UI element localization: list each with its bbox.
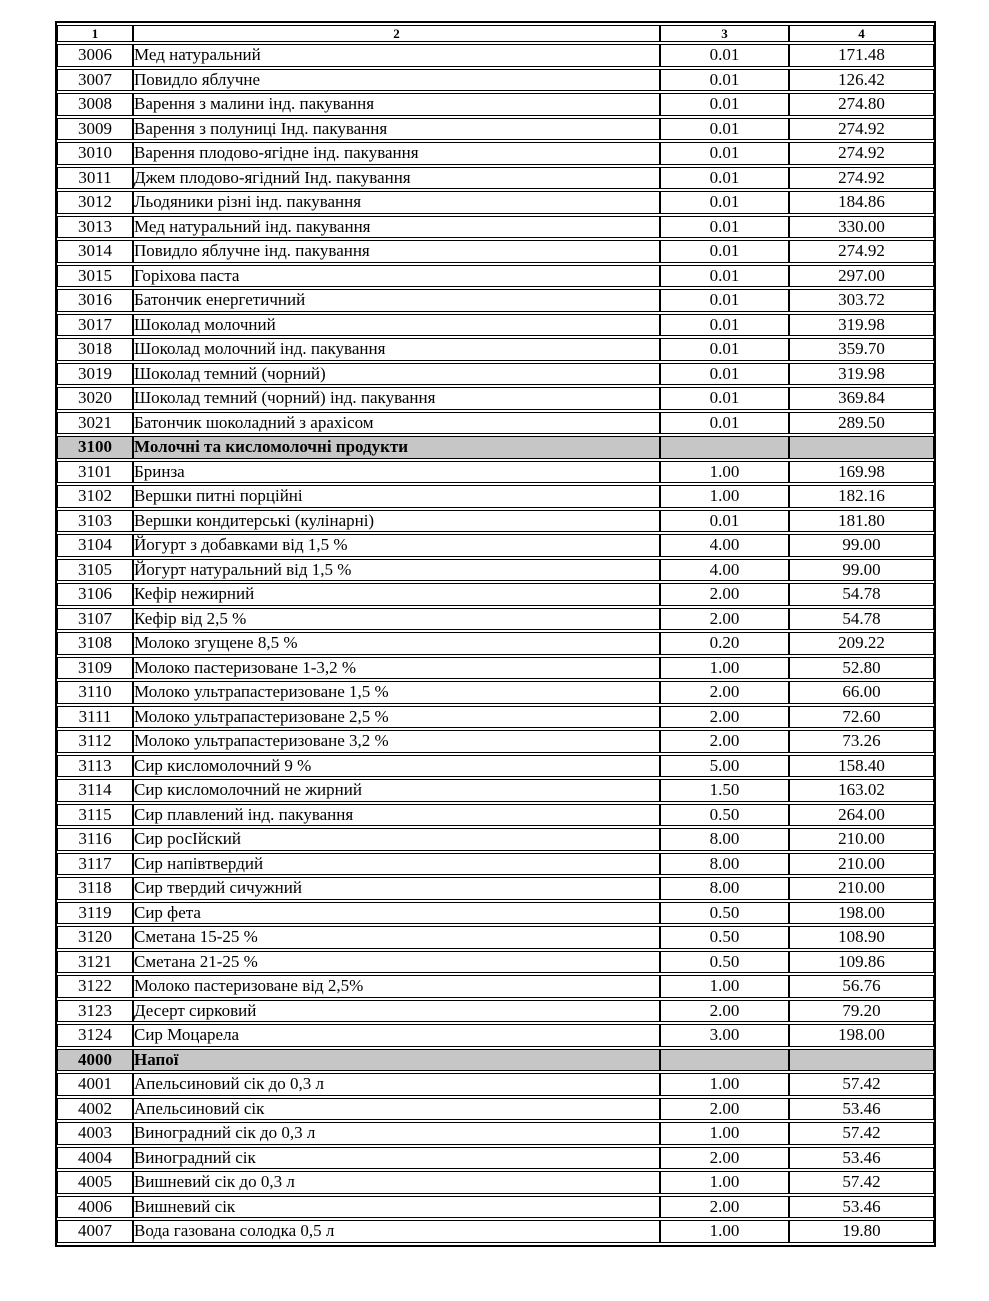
table-row [57,1147,934,1170]
cell-code: 3014 [57,240,133,263]
table-row [57,314,934,337]
column-header-qty: 3 [660,25,789,42]
cell-price: 72.60 [789,706,934,729]
cell-name: Шоколад молочний [133,314,660,337]
cell-price: 56.76 [789,975,934,998]
table-row [57,240,934,263]
cell-code: 3103 [57,510,133,533]
cell-name: Шоколад молочний інд. пакування [133,338,660,361]
cell-name: Апельсиновий сік до 0,3 л [133,1073,660,1096]
cell-qty: 0.01 [660,363,789,386]
price-table [55,21,936,1247]
cell-price: 66.00 [789,681,934,704]
cell-qty: 0.01 [660,191,789,214]
column-header-name: 2 [133,25,660,42]
cell-price: 289.50 [789,412,934,435]
table-row [57,363,934,386]
table-row [57,44,934,67]
table-row [57,681,934,704]
cell-code: 3105 [57,559,133,582]
cell-qty: 0.01 [660,69,789,92]
table-row [57,902,934,925]
cell-name: Вишневий сік [133,1196,660,1219]
cell-code: 3109 [57,657,133,680]
cell-code: 4006 [57,1196,133,1219]
cell-name: Варення з полуниці Інд. пакування [133,118,660,141]
cell-name: Горіхова паста [133,265,660,288]
cell-price: 274.92 [789,118,934,141]
cell-code: 4004 [57,1147,133,1170]
table-row [57,951,934,974]
cell-qty: 0.01 [660,216,789,239]
cell-qty: 0.01 [660,289,789,312]
cell-code: 3111 [57,706,133,729]
cell-price: 169.98 [789,461,934,484]
cell-qty: 0.01 [660,314,789,337]
cell-name: Сметана 15-25 % [133,926,660,949]
cell-code: 3108 [57,632,133,655]
cell-price: 79.20 [789,1000,934,1023]
cell-price: 303.72 [789,289,934,312]
cell-qty: 0.01 [660,338,789,361]
table-row [57,632,934,655]
cell-qty: 0.20 [660,632,789,655]
cell-qty: 0.01 [660,93,789,116]
cell-price [789,436,934,459]
cell-name: Варення плодово-ягідне інд. пакування [133,142,660,165]
cell-code: 3006 [57,44,133,67]
cell-name: Сир кисломолочний 9 % [133,755,660,778]
cell-code: 3106 [57,583,133,606]
table-row [57,877,934,900]
cell-qty: 2.00 [660,1098,789,1121]
cell-code: 3121 [57,951,133,974]
cell-code: 3101 [57,461,133,484]
cell-code: 3018 [57,338,133,361]
cell-name: Мед натуральний інд. пакування [133,216,660,239]
cell-code: 3011 [57,167,133,190]
cell-price: 210.00 [789,828,934,851]
cell-price: 171.48 [789,44,934,67]
table-row [57,853,934,876]
cell-price: 274.80 [789,93,934,116]
table-row [57,216,934,239]
cell-name: Молоко ультрапастеризоване 2,5 % [133,706,660,729]
cell-name: Повидло яблучне інд. пакування [133,240,660,263]
table-row [57,657,934,680]
cell-price: 163.02 [789,779,934,802]
cell-qty: 0.01 [660,265,789,288]
cell-name: Вершки кондитерські (кулінарні) [133,510,660,533]
cell-name: Батончик шоколадний з арахісом [133,412,660,435]
cell-code: 3122 [57,975,133,998]
cell-code: 3102 [57,485,133,508]
table-row [57,69,934,92]
cell-qty: 2.00 [660,583,789,606]
cell-name: Виноградний сік [133,1147,660,1170]
cell-code: 4003 [57,1122,133,1145]
cell-code: 4007 [57,1220,133,1243]
cell-qty: 2.00 [660,730,789,753]
cell-code: 3010 [57,142,133,165]
cell-qty: 1.00 [660,1073,789,1096]
table-row [57,510,934,533]
cell-qty: 1.00 [660,1122,789,1145]
cell-code: 4000 [57,1049,133,1072]
cell-name: Йогурт з добавками від 1,5 % [133,534,660,557]
cell-qty [660,436,789,459]
cell-price: 198.00 [789,1024,934,1047]
cell-name: Йогурт натуральний від 1,5 % [133,559,660,582]
table-header [57,25,934,42]
cell-qty: 2.00 [660,1000,789,1023]
cell-qty: 4.00 [660,559,789,582]
cell-price: 319.98 [789,363,934,386]
cell-code: 3020 [57,387,133,410]
cell-price: 274.92 [789,167,934,190]
cell-price: 54.78 [789,583,934,606]
cell-code: 3007 [57,69,133,92]
cell-qty: 3.00 [660,1024,789,1047]
cell-name: Десерт сирковий [133,1000,660,1023]
cell-qty: 1.00 [660,485,789,508]
table-row [57,559,934,582]
table-body [57,44,934,1243]
table-row [57,338,934,361]
table-row [57,1024,934,1047]
cell-name: Апельсиновий сік [133,1098,660,1121]
table-row [57,1073,934,1096]
cell-price: 264.00 [789,804,934,827]
table-row [57,706,934,729]
cell-qty [660,1049,789,1072]
cell-price: 126.42 [789,69,934,92]
cell-code: 3100 [57,436,133,459]
cell-name: Шоколад темний (чорний) інд. пакування [133,387,660,410]
table-row [57,534,934,557]
cell-name: Сир твердий сичужний [133,877,660,900]
cell-price: 19.80 [789,1220,934,1243]
cell-qty: 0.50 [660,804,789,827]
cell-price: 319.98 [789,314,934,337]
cell-price: 297.00 [789,265,934,288]
cell-price: 274.92 [789,142,934,165]
cell-price: 209.22 [789,632,934,655]
cell-price: 369.84 [789,387,934,410]
cell-price: 210.00 [789,877,934,900]
table-row [57,779,934,802]
cell-qty: 2.00 [660,681,789,704]
cell-name: Сир фета [133,902,660,925]
cell-qty: 0.01 [660,510,789,533]
table-row [57,608,934,631]
table-row [57,191,934,214]
table-row [57,1122,934,1145]
cell-price: 54.78 [789,608,934,631]
cell-code: 3112 [57,730,133,753]
cell-qty: 5.00 [660,755,789,778]
cell-name: Сметана 21-25 % [133,951,660,974]
cell-name: Джем плодово-ягідний Інд. пакування [133,167,660,190]
table-row [57,485,934,508]
table-row [57,142,934,165]
cell-qty: 1.50 [660,779,789,802]
cell-name: Батончик енергетичний [133,289,660,312]
cell-price: 198.00 [789,902,934,925]
cell-code: 4001 [57,1073,133,1096]
table-row [57,1171,934,1194]
header-row [57,25,934,42]
table-row [57,387,934,410]
cell-price: 210.00 [789,853,934,876]
cell-qty: 0.01 [660,142,789,165]
cell-code: 3016 [57,289,133,312]
cell-qty: 2.00 [660,608,789,631]
cell-code: 3115 [57,804,133,827]
cell-price: 158.40 [789,755,934,778]
table-row [57,93,934,116]
cell-price: 53.46 [789,1196,934,1219]
cell-name: Виноградний сік до 0,3 л [133,1122,660,1145]
cell-name: Молоко пастеризоване 1-3,2 % [133,657,660,680]
table-row [57,828,934,851]
cell-name: Варення з малини інд. пакування [133,93,660,116]
cell-code: 3017 [57,314,133,337]
cell-code: 4005 [57,1171,133,1194]
cell-code: 4002 [57,1098,133,1121]
cell-code: 3117 [57,853,133,876]
table-row [57,730,934,753]
cell-name: Мед натуральний [133,44,660,67]
cell-price: 184.86 [789,191,934,214]
cell-code: 3114 [57,779,133,802]
cell-price: 52.80 [789,657,934,680]
cell-code: 3019 [57,363,133,386]
table-row [57,167,934,190]
table-row [57,926,934,949]
cell-code: 3118 [57,877,133,900]
cell-qty: 0.50 [660,951,789,974]
cell-price: 53.46 [789,1147,934,1170]
column-header-price: 4 [789,25,934,42]
cell-qty: 8.00 [660,853,789,876]
cell-code: 3008 [57,93,133,116]
cell-price: 359.70 [789,338,934,361]
table-row [57,755,934,778]
table-row [57,118,934,141]
cell-qty: 0.01 [660,412,789,435]
cell-price: 73.26 [789,730,934,753]
cell-name: Вода газована солодка 0,5 л [133,1220,660,1243]
cell-code: 3124 [57,1024,133,1047]
table-row [57,975,934,998]
cell-price [789,1049,934,1072]
cell-qty: 0.01 [660,118,789,141]
cell-price: 108.90 [789,926,934,949]
cell-price: 57.42 [789,1122,934,1145]
cell-name: Молоко пастеризоване від 2,5% [133,975,660,998]
cell-price: 274.92 [789,240,934,263]
cell-price: 57.42 [789,1171,934,1194]
cell-qty: 8.00 [660,828,789,851]
cell-name: Кефір нежирний [133,583,660,606]
table-row [57,804,934,827]
table-row [57,1196,934,1219]
cell-code: 3013 [57,216,133,239]
cell-name: Сир росІйский [133,828,660,851]
cell-name: Сир плавлений інд. пакування [133,804,660,827]
cell-qty: 0.01 [660,167,789,190]
table-row [57,461,934,484]
cell-qty: 8.00 [660,877,789,900]
cell-price: 109.86 [789,951,934,974]
cell-qty: 4.00 [660,534,789,557]
section-row [57,436,934,459]
cell-name: Сир Моцарела [133,1024,660,1047]
cell-name: Сир напівтвердий [133,853,660,876]
table-row [57,265,934,288]
cell-price: 330.00 [789,216,934,239]
table-row [57,1000,934,1023]
cell-code: 3015 [57,265,133,288]
cell-qty: 0.01 [660,44,789,67]
cell-name: Бринза [133,461,660,484]
cell-qty: 0.50 [660,926,789,949]
cell-code: 3104 [57,534,133,557]
cell-code: 3107 [57,608,133,631]
cell-code: 3113 [57,755,133,778]
cell-code: 3123 [57,1000,133,1023]
section-row [57,1049,934,1072]
cell-name: Молоко ультрапастеризоване 1,5 % [133,681,660,704]
cell-code: 3009 [57,118,133,141]
cell-code: 3110 [57,681,133,704]
cell-name: Льодяники різні інд. пакування [133,191,660,214]
cell-price: 99.00 [789,534,934,557]
cell-name: Напої [133,1049,660,1072]
cell-qty: 0.01 [660,387,789,410]
table-row [57,289,934,312]
cell-qty: 1.00 [660,1220,789,1243]
cell-qty: 0.50 [660,902,789,925]
cell-name: Вишневий сік до 0,3 л [133,1171,660,1194]
cell-qty: 1.00 [660,1171,789,1194]
cell-code: 3012 [57,191,133,214]
table-row [57,1220,934,1243]
cell-qty: 0.01 [660,240,789,263]
cell-qty: 1.00 [660,461,789,484]
column-header-code: 1 [57,25,133,42]
table-row [57,1098,934,1121]
cell-code: 3116 [57,828,133,851]
cell-price: 57.42 [789,1073,934,1096]
cell-name: Повидло яблучне [133,69,660,92]
cell-price: 182.16 [789,485,934,508]
cell-qty: 1.00 [660,975,789,998]
cell-price: 181.80 [789,510,934,533]
table-row [57,412,934,435]
cell-code: 3120 [57,926,133,949]
cell-name: Шоколад темний (чорний) [133,363,660,386]
cell-price: 99.00 [789,559,934,582]
cell-name: Сир кисломолочний не жирний [133,779,660,802]
cell-name: Молоко ультрапастеризоване 3,2 % [133,730,660,753]
cell-qty: 2.00 [660,1147,789,1170]
cell-code: 3119 [57,902,133,925]
cell-name: Молоко згущене 8,5 % [133,632,660,655]
cell-qty: 1.00 [660,657,789,680]
cell-price: 53.46 [789,1098,934,1121]
cell-qty: 2.00 [660,706,789,729]
table-row [57,583,934,606]
cell-name: Вершки питні порційні [133,485,660,508]
cell-name: Кефір від 2,5 % [133,608,660,631]
cell-code: 3021 [57,412,133,435]
cell-name: Молочні та кисломолочні продукти [133,436,660,459]
cell-qty: 2.00 [660,1196,789,1219]
